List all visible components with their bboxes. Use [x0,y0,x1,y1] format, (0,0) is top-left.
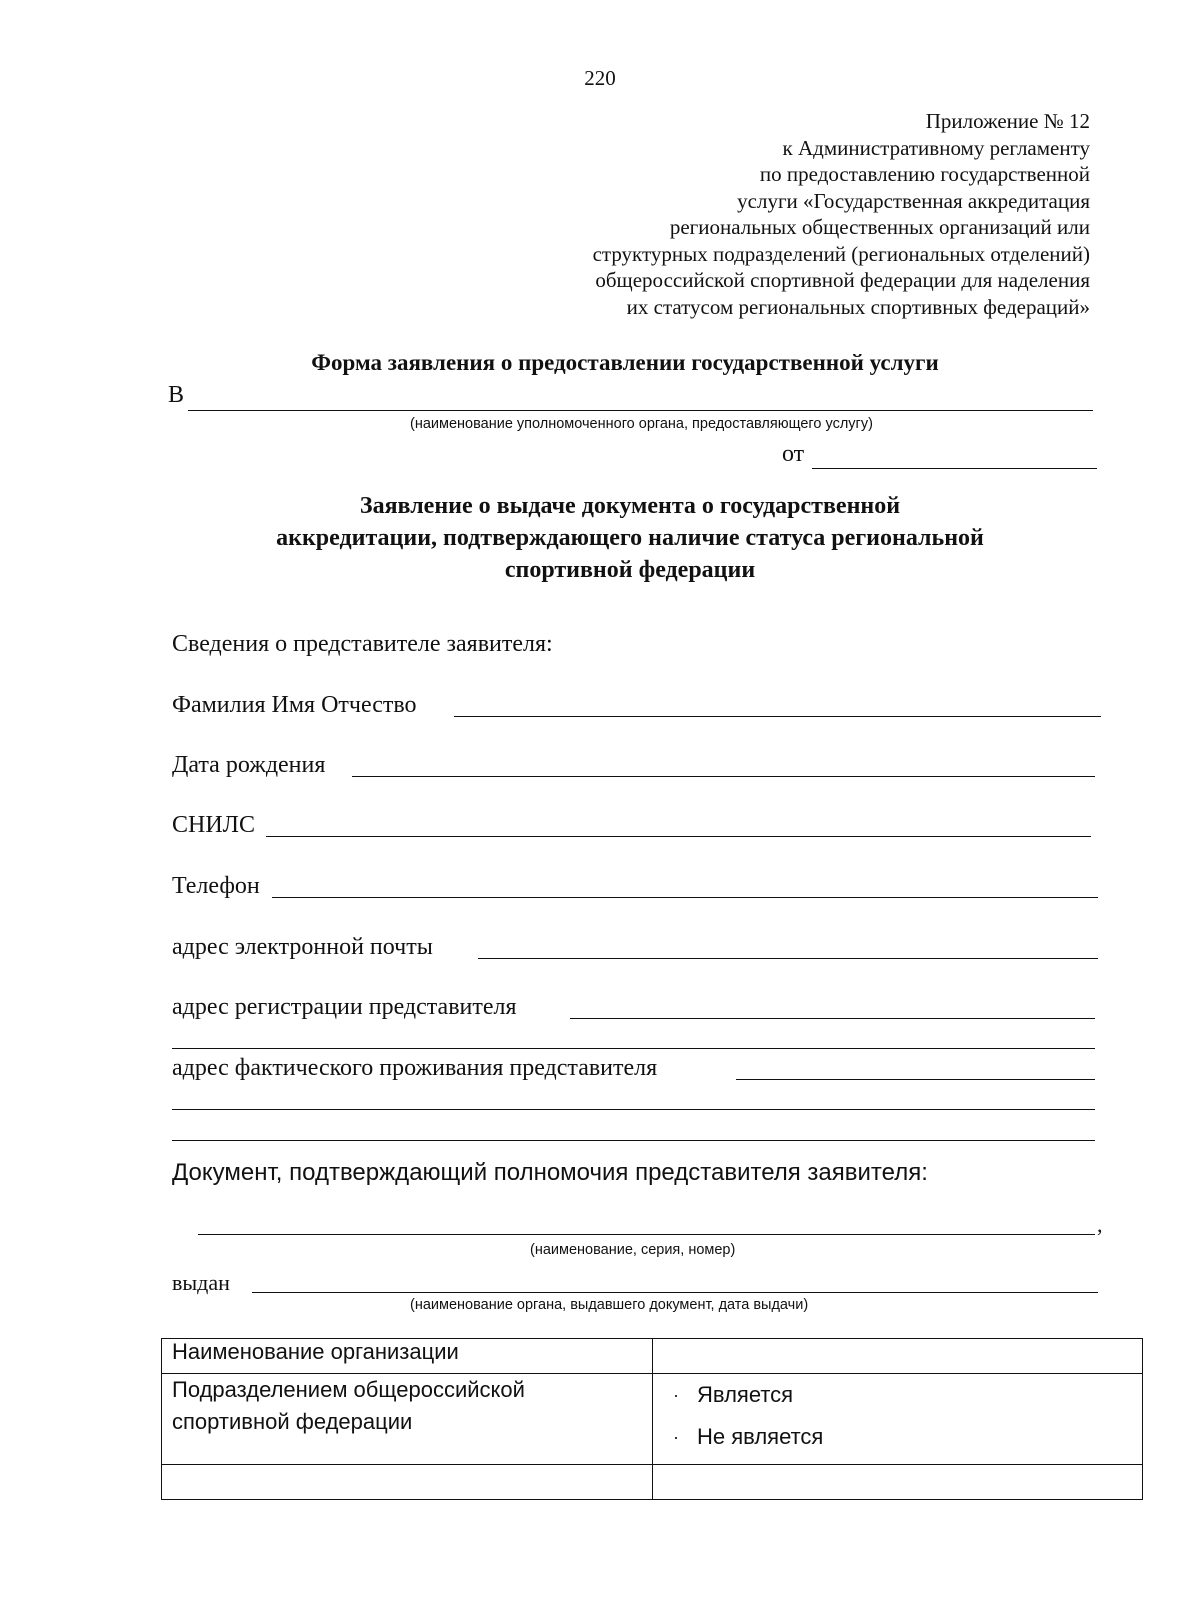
from-label: от [782,441,805,467]
registration-address-field-line2[interactable] [172,1048,1095,1049]
appendix-line: их статусом региональных спортивных федераций» [626,294,1090,319]
subdivision-label-cell [162,1374,653,1465]
org-name-value-cell[interactable] [653,1339,1143,1374]
table-row [162,1465,1143,1500]
issued-label: выдан [172,1270,230,1295]
appendix-line: общероссийской спортивной федерации для наделения [595,268,1090,292]
org-name-label: Наименование организации [172,1339,459,1364]
table-row [162,1339,1143,1374]
registration-address-label: адрес регистрации представителя [172,994,517,1020]
bullet-icon: · [673,1384,679,1405]
full-name-field[interactable] [454,716,1101,717]
application-title-line: аккредитации, подтверждающего наличие статуса региональной [276,525,984,551]
snils-field[interactable] [266,836,1091,837]
organization-table [161,1338,1143,1500]
appendix-line: к Административному регламенту [782,135,1090,160]
from-field[interactable] [812,468,1097,469]
org-name-label-cell [162,1339,653,1374]
to-field[interactable] [188,410,1093,411]
table-row [162,1374,1143,1465]
bullet-icon: · [673,1426,679,1447]
subdivision-options-cell [653,1374,1143,1465]
application-title-line: спортивной федерации [504,557,756,583]
to-caption: (наименование уполномоченного органа, предоставляющего услугу) [410,416,873,432]
appendix-line: услуги «Государственная аккредитация [737,188,1090,213]
phone-field[interactable] [272,897,1098,898]
form-title: Форма заявления о предоставлении государственной услуги [311,350,939,375]
phone-label: Телефон [172,873,260,899]
registration-address-field[interactable] [570,1018,1095,1019]
authority-document-label: Документ, подтверждающий полномочия представителя заявителя: [172,1159,928,1186]
appendix-line: структурных подразделений (региональных отделений) [592,241,1090,266]
full-name-label: Фамилия Имя Отчество [172,692,417,718]
authority-document-caption: (наименование, серия, номер) [530,1242,736,1258]
appendix-line: региональных общественных организаций или [669,215,1090,239]
option-is-not[interactable] [673,1416,1132,1458]
subdivision-label-line: Подразделением общероссийской [172,1377,525,1402]
actual-address-field-line3[interactable] [172,1140,1095,1141]
appendix-line: Приложение № 12 [925,109,1090,133]
birth-date-label: Дата рождения [172,752,326,778]
email-field[interactable] [478,958,1098,959]
appendix-header [390,108,1090,320]
email-label: адрес электронной почты [172,934,433,960]
application-title [0,490,1200,586]
to-label: В [168,382,185,408]
empty-cell[interactable] [162,1465,653,1500]
actual-address-field[interactable] [736,1079,1095,1080]
snils-label: СНИЛС [172,812,255,838]
birth-date-field[interactable] [352,776,1095,777]
option-is-label: Является [697,1382,794,1407]
page-number: 220 [584,66,616,90]
empty-cell[interactable] [653,1465,1143,1500]
authority-document-field[interactable] [198,1234,1095,1235]
trailing-comma: , [1097,1212,1103,1237]
actual-address-label: адрес фактического проживания представителя [172,1055,658,1081]
appendix-line: по предоставлению государственной [759,162,1090,186]
issued-field[interactable] [252,1292,1098,1293]
actual-address-field-line2[interactable] [172,1109,1095,1110]
option-is-not-label: Не является [697,1424,824,1449]
option-is[interactable] [673,1374,1132,1416]
issued-caption: (наименование органа, выдавшего документ, дата выдачи) [410,1297,809,1313]
subdivision-label-line: спортивной федерации [172,1409,413,1434]
representative-section-label: Сведения о представителе заявителя: [172,631,553,657]
application-title-line: Заявление о выдаче документа о государственной [359,493,901,519]
